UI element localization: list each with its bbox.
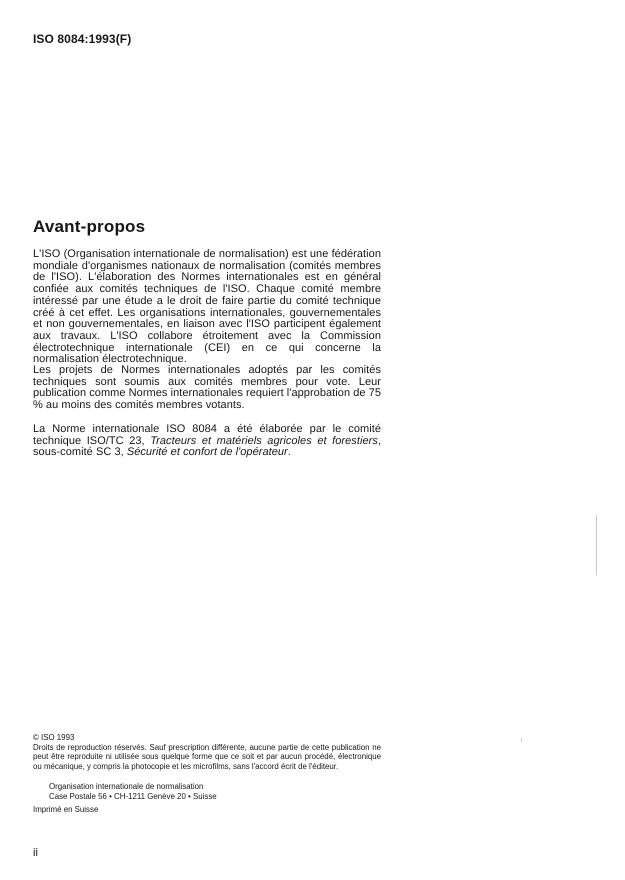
organization-name: Organisation internationale de normalisation <box>49 782 204 791</box>
paragraph-3-text-3: . <box>287 446 291 459</box>
scan-artifact <box>521 738 522 742</box>
page-number: ii <box>33 847 38 859</box>
copyright-block <box>33 733 381 772</box>
scan-artifact <box>596 515 597 575</box>
document-identifier: ISO 8084:1993(F) <box>33 32 132 46</box>
section-heading: Avant-propos <box>33 217 146 236</box>
foreword-paragraph-1: L'ISO (Organisation internationale de normalisation) est une fédération mondiale d'organismes nationaux de normalisation (comités membres de l'ISO). L'élaboration des Normes internationales est en général confiée aux comités techniques de l'ISO. Chaque comité membre intéressé par une étude a le droit de faire partie du comité technique créé à cet effet. Les organisations internationales, gouvernementales et non gouvernementales, en liaison avec l'ISO participent également aux travaux. L'ISO collabore étroitement avec la Commission électrotechnique internationale (CEI) en ce qui concerne la normalisation électrotechnique. <box>33 248 381 366</box>
foreword-paragraph-2: Les projets de Normes internationales adoptés par les comités techniques sont soumis aux comités membres pour vote. Leur publication comme Normes internationales requiert l'approbation de 75 % au moins des comités membres votants. <box>33 364 381 412</box>
foreword-paragraph-3 <box>33 424 381 459</box>
printed-in: Imprimé en Suisse <box>33 805 99 814</box>
copyright-line: © ISO 1993 <box>33 733 75 742</box>
rights-statement: Droits de reproduction réservés. Sauf prescription différente, aucune partie de cette publication ne peut être reproduite ni utilisée sous quelque forme que ce soit et par aucun procédé, électronique ou mécanique, y compris la photocopie et les microfilms, sans l'accord écrit de l'éditeur. <box>33 742 381 772</box>
committee-title: Tracteurs et matériels agricoles et forestiers <box>150 434 378 447</box>
subcommittee-title: Sécurité et confort de l'opérateur <box>126 446 288 459</box>
paragraph-3-text-1: La Norme internationale ISO 8084 a été élaborée par le comité technique ISO/TC 23, <box>33 423 381 447</box>
organization-address: Case Postale 56 • CH-1211 Genève 20 • Suisse <box>49 791 217 801</box>
paragraph-3-text-2: , sous-comité SC 3, <box>33 434 381 459</box>
publisher-address <box>49 782 217 801</box>
